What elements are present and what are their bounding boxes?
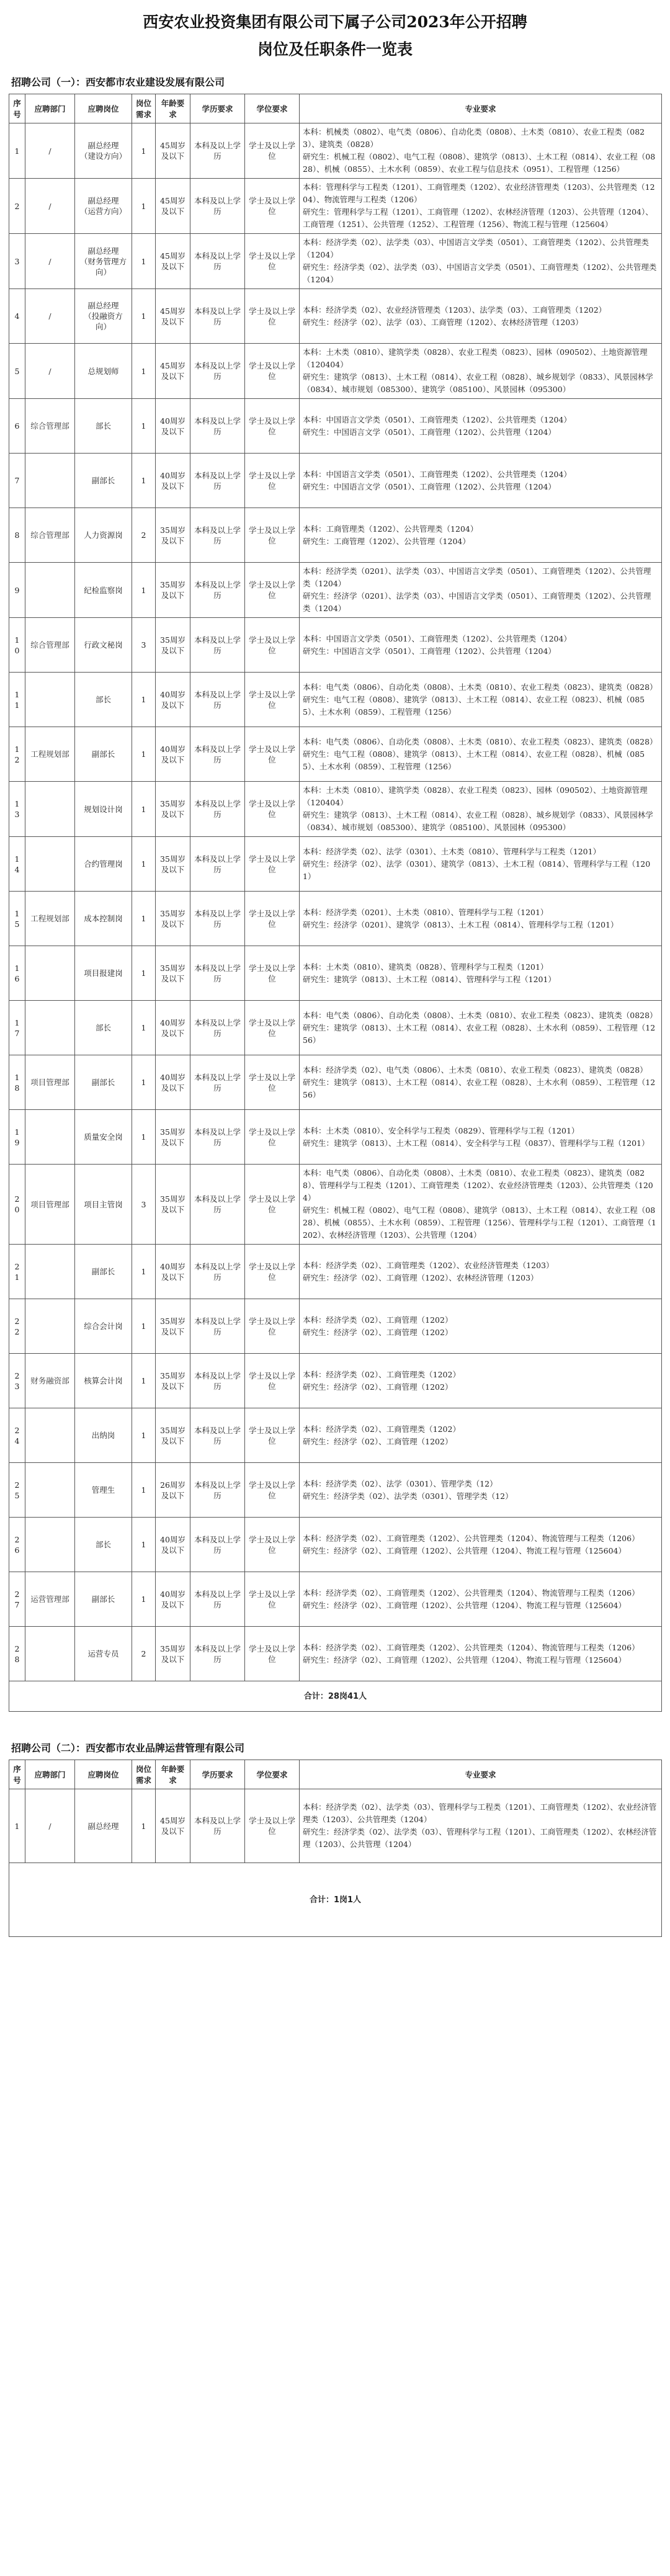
table-row xyxy=(9,1789,662,1863)
row-major-requirements: 本科：经济学类（02）、工商管理类（1202） 研究生：经济学（02）、工商管理（1202） xyxy=(300,1408,662,1463)
table-row xyxy=(9,344,662,399)
row-degree: 学士及以上学位 xyxy=(245,1165,300,1245)
row-position: 项目报建岗 xyxy=(75,946,132,1001)
row-headcount: 1 xyxy=(132,1463,156,1518)
row-age: 35周岁及以下 xyxy=(156,618,190,673)
row-degree: 学士及以上学位 xyxy=(245,1055,300,1110)
table-row xyxy=(9,1299,662,1354)
row-number: 1 xyxy=(9,123,25,179)
row-age: 35周岁及以下 xyxy=(156,782,190,837)
row-education: 本科及以上学历 xyxy=(190,123,245,179)
row-degree: 学士及以上学位 xyxy=(245,1518,300,1572)
row-degree: 学士及以上学位 xyxy=(245,344,300,399)
row-age: 40周岁及以下 xyxy=(156,454,190,508)
row-degree: 学士及以上学位 xyxy=(245,618,300,673)
row-position: 出纳岗 xyxy=(75,1408,132,1463)
row-education: 本科及以上学历 xyxy=(190,399,245,454)
row-number: 28 xyxy=(9,1627,25,1681)
table-row xyxy=(9,1627,662,1681)
row-department xyxy=(25,1299,75,1354)
row-major-requirements: 本科：经济学类（02）、工商管理类（1202）、公共管理类（1204）、物流管理与工程类（1206） 研究生：经济学（02）、工商管理（1202）、公共管理（1204）、物流工程与管理（125604） xyxy=(300,1627,662,1681)
row-department: / xyxy=(25,179,75,234)
header-post: 应聘岗位 xyxy=(75,1760,132,1789)
row-number: 2 xyxy=(9,179,25,234)
table-row xyxy=(9,837,662,892)
row-position: 行政文秘岗 xyxy=(75,618,132,673)
table-row xyxy=(9,454,662,508)
row-number: 11 xyxy=(9,673,25,727)
row-department: 项目管理部 xyxy=(25,1055,75,1110)
row-major-requirements: 本科：经济学类（02）、法学类（03）、中国语言文学类（0501）、工商管理类（1202）、公共管理类（1204） 研究生：经济学类（02）、法学类（03）、中国语言文学类（0501）、工商管理类（1202）、公共管理类（1204） xyxy=(300,234,662,289)
row-position: 副部长 xyxy=(75,1055,132,1110)
row-headcount: 1 xyxy=(132,1245,156,1299)
row-degree: 学士及以上学位 xyxy=(245,1299,300,1354)
table-row xyxy=(9,563,662,618)
table-row xyxy=(9,1001,662,1055)
row-position: 部长 xyxy=(75,673,132,727)
row-position: 规划设计岗 xyxy=(75,782,132,837)
row-major-requirements: 本科：土木类（0810）、建筑学类（0828）、农业工程类（0823）、园林（090502）、土地资源管理（120404） 研究生：建筑学（0813）、土木工程（0814）、农业工程（0828）、城乡规划学（0833）、风景园林学（0834）、城市规划（085300）、建筑学（085100）、风景园林（095300） xyxy=(300,782,662,837)
row-headcount: 1 xyxy=(132,946,156,1001)
row-position: 核算会计岗 xyxy=(75,1354,132,1408)
row-age: 40周岁及以下 xyxy=(156,1055,190,1110)
row-education: 本科及以上学历 xyxy=(190,782,245,837)
row-education: 本科及以上学历 xyxy=(190,673,245,727)
row-headcount: 1 xyxy=(132,1518,156,1572)
row-education: 本科及以上学历 xyxy=(190,618,245,673)
row-age: 35周岁及以下 xyxy=(156,837,190,892)
row-department xyxy=(25,1463,75,1518)
table-row xyxy=(9,1354,662,1408)
row-headcount: 1 xyxy=(132,1408,156,1463)
row-degree: 学士及以上学位 xyxy=(245,179,300,234)
row-age: 40周岁及以下 xyxy=(156,1572,190,1627)
row-number: 16 xyxy=(9,946,25,1001)
row-number: 1 xyxy=(9,1789,25,1863)
row-education: 本科及以上学历 xyxy=(190,1165,245,1245)
company1-table xyxy=(9,94,662,1712)
row-age: 40周岁及以下 xyxy=(156,1518,190,1572)
row-degree: 学士及以上学位 xyxy=(245,837,300,892)
row-education: 本科及以上学历 xyxy=(190,289,245,344)
document-title-line1: 西安农业投资集团有限公司下属子公司2023年公开招聘 xyxy=(143,13,527,31)
row-headcount: 3 xyxy=(132,1165,156,1245)
row-department: / xyxy=(25,234,75,289)
row-number: 4 xyxy=(9,289,25,344)
row-age: 45周岁及以下 xyxy=(156,123,190,179)
row-department xyxy=(25,673,75,727)
row-number: 20 xyxy=(9,1165,25,1245)
row-major-requirements: 本科：经济学类（02）、工商管理（1202） 研究生：经济学（02）、工商管理（1202） xyxy=(300,1299,662,1354)
row-degree: 学士及以上学位 xyxy=(245,673,300,727)
row-number: 17 xyxy=(9,1001,25,1055)
table-row xyxy=(9,234,662,289)
row-age: 26周岁及以下 xyxy=(156,1463,190,1518)
row-number: 21 xyxy=(9,1245,25,1299)
row-position: 总规划师 xyxy=(75,344,132,399)
row-age: 35周岁及以下 xyxy=(156,1299,190,1354)
company1-total: 合计：28岗41人 xyxy=(9,1681,662,1712)
table-row xyxy=(9,782,662,837)
row-major-requirements: 本科：经济学类（02）、法学（0301）、管理学类（12） 研究生：经济学类（02）、法学类（0301）、管理学类（12） xyxy=(300,1463,662,1518)
row-position: 纪检监察岗 xyxy=(75,563,132,618)
row-degree: 学士及以上学位 xyxy=(245,234,300,289)
row-department xyxy=(25,1627,75,1681)
row-number: 8 xyxy=(9,508,25,563)
row-major-requirements: 本科：经济学类（0201）、土木类（0810）、管理科学与工程（1201） 研究生：经济学（0201）、建筑学（0813）、土木工程（0814）、管理科学与工程（1201） xyxy=(300,892,662,946)
row-position: 副部长 xyxy=(75,1245,132,1299)
row-degree: 学士及以上学位 xyxy=(245,1354,300,1408)
row-position: 副部长 xyxy=(75,1572,132,1627)
row-number: 9 xyxy=(9,563,25,618)
row-headcount: 1 xyxy=(132,344,156,399)
row-number: 7 xyxy=(9,454,25,508)
row-education: 本科及以上学历 xyxy=(190,563,245,618)
row-number: 23 xyxy=(9,1354,25,1408)
row-headcount: 1 xyxy=(132,454,156,508)
row-age: 35周岁及以下 xyxy=(156,1354,190,1408)
row-department xyxy=(25,1110,75,1165)
row-position: 项目主管岗 xyxy=(75,1165,132,1245)
row-department: / xyxy=(25,1789,75,1863)
row-major-requirements: 本科：经济学类（02）、工商管理类（1202）、农业经济管理类（1203） 研究生：经济学（02）、工商管理（1202）、农林经济管理（1203） xyxy=(300,1245,662,1299)
row-major-requirements: 本科：中国语言文学类（0501）、工商管理类（1202）、公共管理类（1204） 研究生：中国语言文学（0501）、工商管理（1202）、公共管理（1204） xyxy=(300,399,662,454)
row-education: 本科及以上学历 xyxy=(190,454,245,508)
row-major-requirements: 本科：电气类（0806）、自动化类（0808）、土木类（0810）、农业工程类（0823）、建筑类（0828） 研究生：建筑学（0813）、土木工程（0814）、农业工程（0828）、土木水利（0859）、工程管理（1256） xyxy=(300,1001,662,1055)
row-age: 45周岁及以下 xyxy=(156,179,190,234)
row-number: 6 xyxy=(9,399,25,454)
header-no: 序号 xyxy=(9,94,25,123)
row-major-requirements: 本科：电气类（0806）、自动化类（0808）、土木类（0810）、农业工程类（0823）、建筑类（0828） 研究生：电气工程（0808）、建筑学（0813）、土木工程（0814）、农业工程（0828）、机械（0855）、土木水利（0859）、工程管理（1256） xyxy=(300,727,662,782)
row-number: 3 xyxy=(9,234,25,289)
row-age: 35周岁及以下 xyxy=(156,1627,190,1681)
row-major-requirements: 本科：工商管理类（1202）、公共管理类（1204） 研究生：工商管理（1202）、公共管理（1204） xyxy=(300,508,662,563)
header-dept: 应聘部门 xyxy=(25,1760,75,1789)
row-age: 45周岁及以下 xyxy=(156,1789,190,1863)
table-row xyxy=(9,123,662,179)
row-headcount: 1 xyxy=(132,1789,156,1863)
row-major-requirements: 本科：电气类（0806）、自动化类（0808）、土木类（0810）、农业工程类（0823）、建筑类（0828）、管理科学与工程类（1201）、工商管理类（1202）、农业经济管理类（1203）、公共管理类（1204） 研究生：机械工程（0802）、电气工程（0808）、建筑学（0813）、土木工程（0814）、农业工程（0828）、机械（0855）、土木水利（0859）、工程管理（1256）、管理科学与工程（1201）、工商管理（1202）、农林经济管理（1203）、公共管理（1204） xyxy=(300,1165,662,1245)
row-position: 合约管理岗 xyxy=(75,837,132,892)
row-degree: 学士及以上学位 xyxy=(245,1001,300,1055)
row-headcount: 1 xyxy=(132,892,156,946)
row-age: 35周岁及以下 xyxy=(156,508,190,563)
row-department: 综合管理部 xyxy=(25,508,75,563)
row-degree: 学士及以上学位 xyxy=(245,1408,300,1463)
row-department: 综合管理部 xyxy=(25,618,75,673)
row-major-requirements: 本科：中国语言文学类（0501）、工商管理类（1202）、公共管理类（1204） 研究生：中国语言文学（0501）、工商管理（1202）、公共管理（1204） xyxy=(300,618,662,673)
row-major-requirements: 本科：经济学类（02）、法学（0301）、土木类（0810）、管理科学与工程类（1201） 研究生：经济学（02）、法学（0301）、建筑学（0813）、土木工程（0814）、管理科学与工程（1201） xyxy=(300,837,662,892)
row-age: 40周岁及以下 xyxy=(156,673,190,727)
row-headcount: 1 xyxy=(132,782,156,837)
row-headcount: 3 xyxy=(132,618,156,673)
row-headcount: 1 xyxy=(132,1299,156,1354)
row-position: 运营专员 xyxy=(75,1627,132,1681)
row-age: 45周岁及以下 xyxy=(156,289,190,344)
company1-heading: 招聘公司（一）：西安都市农业建设发展有限公司 xyxy=(11,76,225,88)
row-department xyxy=(25,946,75,1001)
row-headcount: 1 xyxy=(132,1055,156,1110)
row-headcount: 1 xyxy=(132,399,156,454)
row-position: 综合会计岗 xyxy=(75,1299,132,1354)
row-age: 35周岁及以下 xyxy=(156,563,190,618)
row-education: 本科及以上学历 xyxy=(190,837,245,892)
row-degree: 学士及以上学位 xyxy=(245,1245,300,1299)
row-major-requirements: 本科：经济学类（02）、工商管理类（1202） 研究生：经济学（02）、工商管理（1202） xyxy=(300,1354,662,1408)
company2-heading: 招聘公司（二）：西安都市农业品牌运营管理有限公司 xyxy=(11,1742,245,1754)
row-number: 12 xyxy=(9,727,25,782)
header-age: 年龄要求 xyxy=(156,1760,190,1789)
table-row xyxy=(9,1572,662,1627)
row-major-requirements: 本科：机械类（0802）、电气类（0806）、自动化类（0808）、土木类（0810）、农业工程类（0823）、建筑类（0828） 研究生：机械工程（0802）、电气工程（0808）、建筑学（0813）、土木工程（0814）、农业工程（0828）、机械（0855）、土木水利（0859）、农业工程与信息技术（0951）、工程管理（1256） xyxy=(300,123,662,179)
row-major-requirements: 本科：经济学类（02）、电气类（0806）、土木类（0810）、农业工程类（0823）、建筑类（0828） 研究生：建筑学（0813）、土木工程（0814）、农业工程（0828）、土木水利（0859）、工程管理（1256） xyxy=(300,1055,662,1110)
row-education: 本科及以上学历 xyxy=(190,1354,245,1408)
table-row xyxy=(9,1165,662,1245)
row-number: 13 xyxy=(9,782,25,837)
row-education: 本科及以上学历 xyxy=(190,234,245,289)
row-education: 本科及以上学历 xyxy=(190,1572,245,1627)
company2-total: 合计：1岗1人 xyxy=(9,1863,662,1937)
row-headcount: 2 xyxy=(132,508,156,563)
row-headcount: 1 xyxy=(132,1572,156,1627)
row-major-requirements: 本科：经济学类（02）、工商管理类（1202）、公共管理类（1204）、物流管理与工程类（1206） 研究生：经济学（02）、工商管理（1202）、公共管理（1204）、物流工程与管理（125604） xyxy=(300,1518,662,1572)
row-position: 质量安全岗 xyxy=(75,1110,132,1165)
header-post: 应聘岗位 xyxy=(75,94,132,123)
row-degree: 学士及以上学位 xyxy=(245,1572,300,1627)
table-row xyxy=(9,289,662,344)
row-major-requirements: 本科：土木类（0810）、安全科学与工程类（0829）、管理科学与工程（1201） 研究生：建筑学（0813）、土木工程（0814）、安全科学与工程（0837）、管理科学与工程（1201） xyxy=(300,1110,662,1165)
header-num: 岗位需求 xyxy=(132,1760,156,1789)
row-position: 部长 xyxy=(75,399,132,454)
row-department xyxy=(25,1518,75,1572)
row-age: 45周岁及以下 xyxy=(156,234,190,289)
row-major-requirements: 本科：经济学类（02）、法学类（03）、管理科学与工程类（1201）、工商管理类（1202）、农业经济管理类（1203）、公共管理类（1204） 研究生：经济学类（02）、法学类（03）、管理科学与工程（1201）、工商管理类（1202）、农林经济管理（1203）、公共管理（1204） xyxy=(300,1789,662,1863)
row-major-requirements: 本科：电气类（0806）、自动化类（0808）、土木类（0810）、农业工程类（0823）、建筑类（0828） 研究生：电气工程（0808）、建筑学（0813）、土木工程（0814）、农业工程（0823）、机械（0855）、土木水利（0859）、工程管理（1256） xyxy=(300,673,662,727)
row-department: 运营管理部 xyxy=(25,1572,75,1627)
header-dept: 应聘部门 xyxy=(25,94,75,123)
row-position: 副总经理 （投融资方向） xyxy=(75,289,132,344)
row-education: 本科及以上学历 xyxy=(190,1055,245,1110)
header-edu: 学历要求 xyxy=(190,1760,245,1789)
row-department xyxy=(25,1408,75,1463)
row-education: 本科及以上学历 xyxy=(190,508,245,563)
row-position: 副总经理 （建设方向） xyxy=(75,123,132,179)
row-position: 管理生 xyxy=(75,1463,132,1518)
row-major-requirements: 本科：经济学类（0201）、法学类（03）、中国语言文学类（0501）、工商管理类（1202）、公共管理类（1204） 研究生：经济学（0201）、法学类（03）、中国语言文学类（0501）、工商管理类（1202）、公共管理类（1204） xyxy=(300,563,662,618)
row-headcount: 1 xyxy=(132,123,156,179)
row-age: 40周岁及以下 xyxy=(156,1001,190,1055)
row-headcount: 1 xyxy=(132,673,156,727)
row-department xyxy=(25,563,75,618)
table-row xyxy=(9,892,662,946)
header-age: 年龄要求 xyxy=(156,94,190,123)
table-row xyxy=(9,673,662,727)
row-degree: 学士及以上学位 xyxy=(245,1627,300,1681)
row-number: 19 xyxy=(9,1110,25,1165)
row-age: 45周岁及以下 xyxy=(156,344,190,399)
table-row xyxy=(9,946,662,1001)
row-age: 40周岁及以下 xyxy=(156,727,190,782)
row-major-requirements: 本科：经济学类（02）、农业经济管理类（1203）、法学类（03）、工商管理类（1202） 研究生：经济学（02）、法学（03）、工商管理（1202）、农林经济管理（1203） xyxy=(300,289,662,344)
row-age: 40周岁及以下 xyxy=(156,399,190,454)
row-education: 本科及以上学历 xyxy=(190,1408,245,1463)
row-department: 工程规划部 xyxy=(25,892,75,946)
row-degree: 学士及以上学位 xyxy=(245,1789,300,1863)
row-education: 本科及以上学历 xyxy=(190,179,245,234)
table-row xyxy=(9,727,662,782)
header-no: 序号 xyxy=(9,1760,25,1789)
row-education: 本科及以上学历 xyxy=(190,1245,245,1299)
row-position: 部长 xyxy=(75,1518,132,1572)
row-department xyxy=(25,837,75,892)
row-major-requirements: 本科：中国语言文学类（0501）、工商管理类（1202）、公共管理类（1204） 研究生：中国语言文学（0501）、工商管理（1202）、公共管理（1204） xyxy=(300,454,662,508)
row-number: 15 xyxy=(9,892,25,946)
header-edu: 学历要求 xyxy=(190,94,245,123)
table-row xyxy=(9,1055,662,1110)
row-position: 副总经理 （运营方向） xyxy=(75,179,132,234)
row-age: 35周岁及以下 xyxy=(156,1165,190,1245)
row-position: 人力资源岗 xyxy=(75,508,132,563)
row-department: 综合管理部 xyxy=(25,399,75,454)
row-major-requirements: 本科：管理科学与工程类（1201）、工商管理类（1202）、农业经济管理类（1203）、公共管理类（1204）、物流管理与工程类（1206） 研究生：管理科学与工程（1201）、工商管理（1202）、农林经济管理（1203）、公共管理（1204）、工商管理（1251）、公共管理（1252）、工程管理（1256）、物流工程与管理（125604） xyxy=(300,179,662,234)
row-position: 副总经理 xyxy=(75,1789,132,1863)
header-deg: 学位要求 xyxy=(245,94,300,123)
row-degree: 学士及以上学位 xyxy=(245,563,300,618)
table-row xyxy=(9,1463,662,1518)
table-row xyxy=(9,618,662,673)
row-education: 本科及以上学历 xyxy=(190,1299,245,1354)
row-degree: 学士及以上学位 xyxy=(245,1463,300,1518)
table-row xyxy=(9,1245,662,1299)
row-department xyxy=(25,1245,75,1299)
row-education: 本科及以上学历 xyxy=(190,1627,245,1681)
row-headcount: 1 xyxy=(132,1110,156,1165)
row-education: 本科及以上学历 xyxy=(190,1789,245,1863)
table-row xyxy=(9,1408,662,1463)
table-row xyxy=(9,1518,662,1572)
header-num: 岗位需求 xyxy=(132,94,156,123)
row-degree: 学士及以上学位 xyxy=(245,399,300,454)
row-age: 35周岁及以下 xyxy=(156,946,190,1001)
row-education: 本科及以上学历 xyxy=(190,892,245,946)
row-education: 本科及以上学历 xyxy=(190,946,245,1001)
row-headcount: 2 xyxy=(132,1627,156,1681)
row-degree: 学士及以上学位 xyxy=(245,892,300,946)
table-header-row xyxy=(9,1760,662,1789)
row-age: 35周岁及以下 xyxy=(156,1110,190,1165)
row-degree: 学士及以上学位 xyxy=(245,289,300,344)
table-row xyxy=(9,508,662,563)
row-age: 35周岁及以下 xyxy=(156,1408,190,1463)
row-headcount: 1 xyxy=(132,234,156,289)
row-number: 25 xyxy=(9,1463,25,1518)
row-age: 40周岁及以下 xyxy=(156,1245,190,1299)
row-education: 本科及以上学历 xyxy=(190,1518,245,1572)
table-header-row xyxy=(9,94,662,123)
header-req: 专业要求 xyxy=(300,94,662,123)
row-department xyxy=(25,1001,75,1055)
header-req: 专业要求 xyxy=(300,1760,662,1789)
row-degree: 学士及以上学位 xyxy=(245,1110,300,1165)
row-number: 18 xyxy=(9,1055,25,1110)
row-position: 副部长 xyxy=(75,454,132,508)
row-department: 财务融资部 xyxy=(25,1354,75,1408)
row-degree: 学士及以上学位 xyxy=(245,454,300,508)
row-position: 部长 xyxy=(75,1001,132,1055)
row-position: 副部长 xyxy=(75,727,132,782)
row-number: 5 xyxy=(9,344,25,399)
row-headcount: 1 xyxy=(132,727,156,782)
row-department: / xyxy=(25,123,75,179)
row-position: 副总经理 （财务管理方向） xyxy=(75,234,132,289)
row-headcount: 1 xyxy=(132,837,156,892)
row-department: 工程规划部 xyxy=(25,727,75,782)
row-number: 10 xyxy=(9,618,25,673)
table-row xyxy=(9,179,662,234)
header-deg: 学位要求 xyxy=(245,1760,300,1789)
row-number: 22 xyxy=(9,1299,25,1354)
table-row xyxy=(9,399,662,454)
row-number: 27 xyxy=(9,1572,25,1627)
row-degree: 学士及以上学位 xyxy=(245,123,300,179)
row-degree: 学士及以上学位 xyxy=(245,727,300,782)
row-number: 24 xyxy=(9,1408,25,1463)
row-headcount: 1 xyxy=(132,179,156,234)
row-headcount: 1 xyxy=(132,1001,156,1055)
row-headcount: 1 xyxy=(132,563,156,618)
row-education: 本科及以上学历 xyxy=(190,1110,245,1165)
row-education: 本科及以上学历 xyxy=(190,1001,245,1055)
row-department xyxy=(25,454,75,508)
row-headcount: 1 xyxy=(132,289,156,344)
row-major-requirements: 本科：土木类（0810）、建筑类（0828）、管理科学与工程类（1201） 研究生：建筑学（0813）、土木工程（0814）、管理科学与工程（1201） xyxy=(300,946,662,1001)
row-number: 14 xyxy=(9,837,25,892)
row-degree: 学士及以上学位 xyxy=(245,782,300,837)
row-major-requirements: 本科：经济学类（02）、工商管理类（1202）、公共管理类（1204）、物流管理与工程类（1206） 研究生：经济学（02）、工商管理（1202）、公共管理（1204）、物流工程与管理（125604） xyxy=(300,1572,662,1627)
row-department: / xyxy=(25,344,75,399)
row-major-requirements: 本科：土木类（0810）、建筑学类（0828）、农业工程类（0823）、园林（090502）、土地资源管理（120404） 研究生：建筑学（0813）、土木工程（0814）、农业工程（0828）、城乡规划学（0833）、风景园林学（0834）、城市规划（085300）、建筑学（085100）、风景园林（095300） xyxy=(300,344,662,399)
table-row xyxy=(9,1110,662,1165)
row-degree: 学士及以上学位 xyxy=(245,946,300,1001)
row-education: 本科及以上学历 xyxy=(190,727,245,782)
row-education: 本科及以上学历 xyxy=(190,344,245,399)
row-department xyxy=(25,782,75,837)
row-education: 本科及以上学历 xyxy=(190,1463,245,1518)
row-age: 35周岁及以下 xyxy=(156,892,190,946)
row-headcount: 1 xyxy=(132,1354,156,1408)
row-degree: 学士及以上学位 xyxy=(245,508,300,563)
row-position: 成本控制岗 xyxy=(75,892,132,946)
row-department: 项目管理部 xyxy=(25,1165,75,1245)
row-department: / xyxy=(25,289,75,344)
company2-table xyxy=(9,1760,662,1937)
document-title-line2: 岗位及任职条件一览表 xyxy=(257,40,413,58)
row-number: 26 xyxy=(9,1518,25,1572)
